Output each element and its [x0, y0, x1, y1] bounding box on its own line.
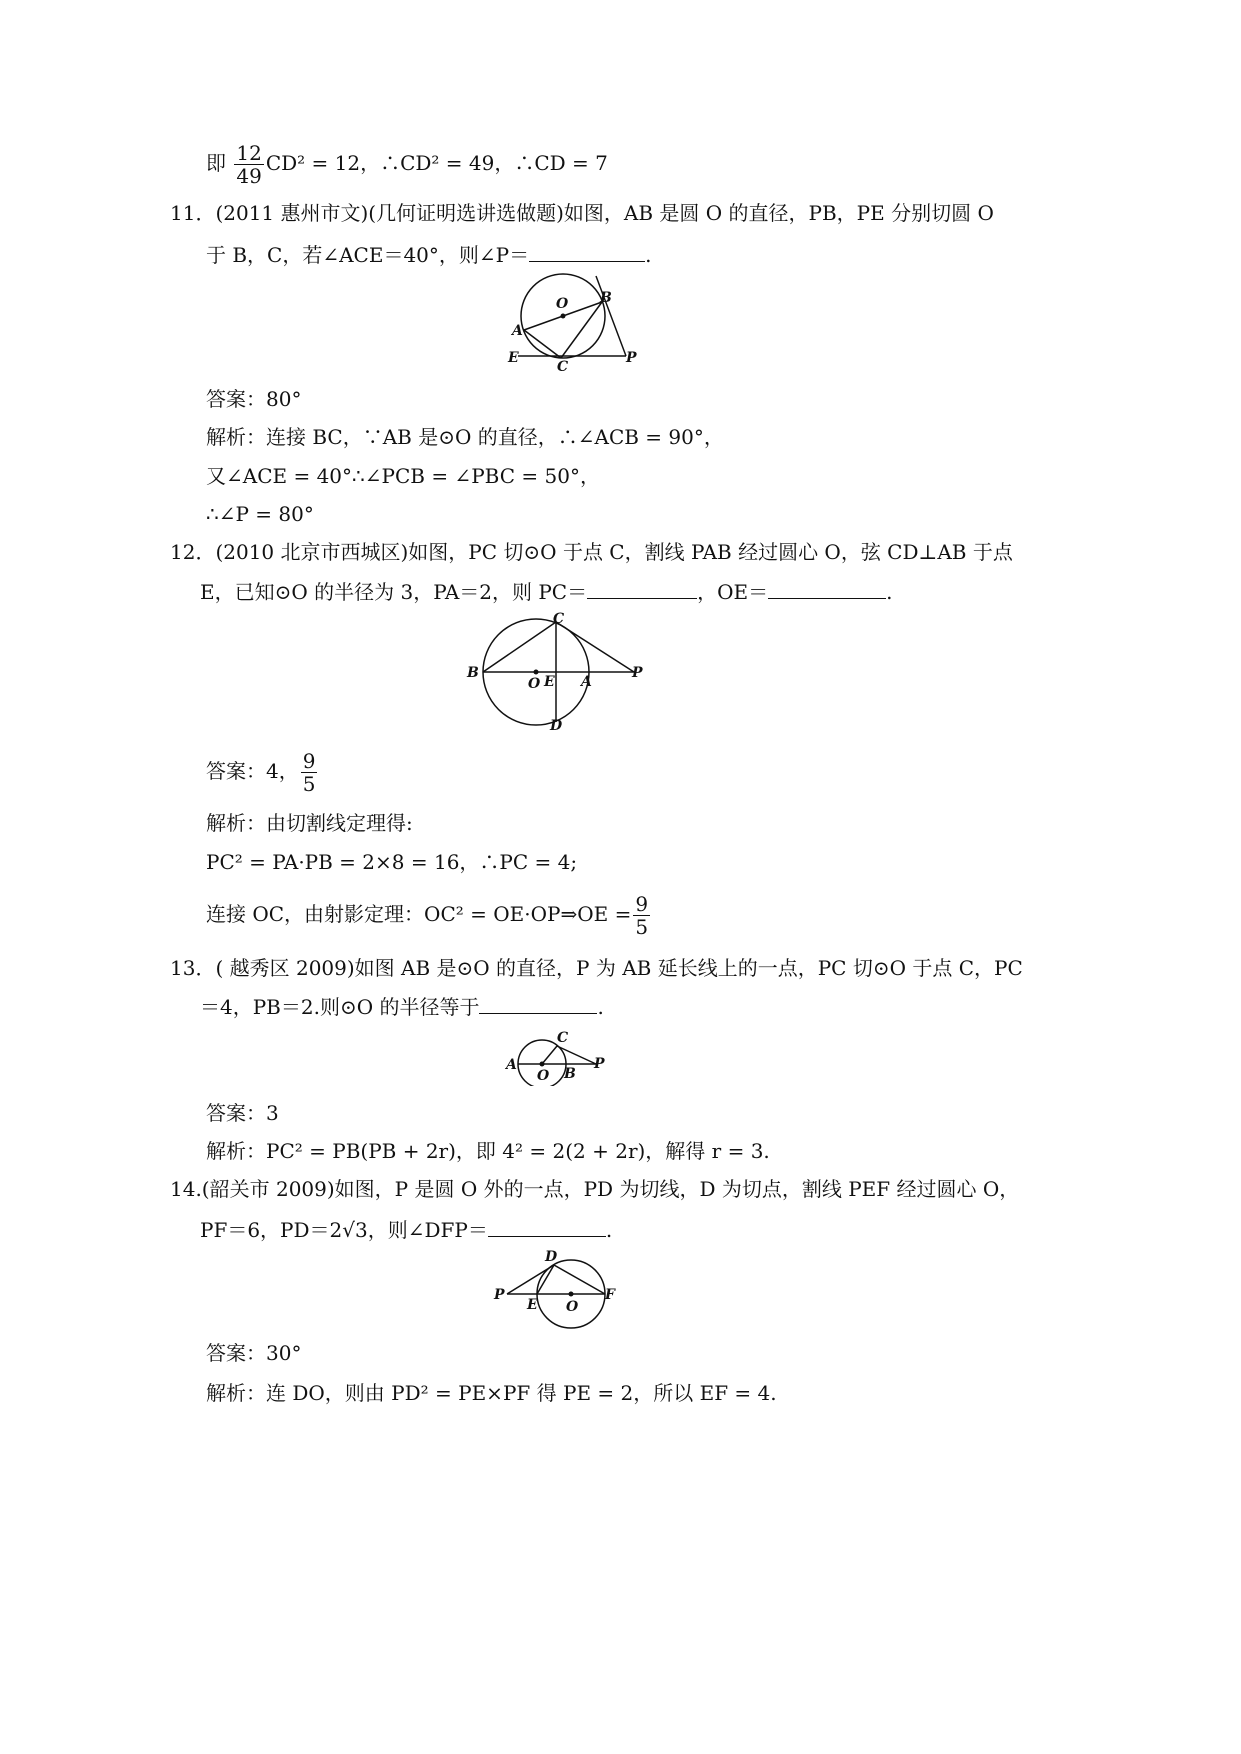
label-A: A: [512, 323, 523, 339]
answer-14: 答案：30°: [206, 1341, 302, 1365]
text: 答案：4，: [206, 759, 299, 783]
answer-13: 答案：3: [206, 1101, 279, 1125]
answer-blank: [488, 1216, 606, 1237]
fraction-denominator: 5: [635, 915, 649, 939]
text: .: [645, 243, 652, 267]
question-12-line2: [200, 578, 892, 605]
fraction-numerator: 9: [302, 749, 316, 773]
fraction: [301, 750, 318, 795]
figure-14: [485, 1245, 625, 1335]
label-B: B: [467, 665, 479, 681]
question-14-line1: 14.(韶关市 2009)如图，P 是圆 O 外的一点，PD 为切线，D 为切点，割线 PEF 经过圆心 O，: [170, 1177, 1020, 1201]
solution-11-line2: 又∠ACE = 40°∴∠PCB = ∠PBC = 50°，: [206, 464, 600, 488]
answer-blank: [587, 578, 697, 599]
text: ＝4，PB＝2.则⊙O 的半径等于: [200, 995, 480, 1019]
label-C: C: [557, 359, 569, 375]
question-14-line2: [200, 1216, 612, 1243]
label-P: P: [594, 1056, 605, 1072]
fraction: [633, 893, 650, 938]
text: 于 B，C，若∠ACE＝40°，则∠P＝: [206, 243, 530, 267]
label-A: A: [506, 1057, 517, 1073]
figure-11: [500, 270, 640, 380]
label-O: O: [528, 676, 541, 692]
label-C: C: [553, 611, 565, 627]
label-E: E: [544, 674, 555, 690]
label-P: P: [626, 350, 637, 366]
question-11-line1: 11．(2011 惠州市文)(几何证明选讲选做题)如图，AB 是圆 O 的直径，PB，PE 分别切圆 O: [170, 201, 994, 225]
fraction-numerator: 9: [635, 892, 649, 916]
label-B: B: [564, 1066, 576, 1082]
solution-14: 解析：连 DO，则由 PD² = PE×PF 得 PE = 2，所以 EF = 4.: [206, 1381, 777, 1405]
solution-11-line1: 解析：连接 BC，∵AB 是⊙O 的直径，∴∠ACB = 90°，: [206, 425, 724, 449]
text: .: [605, 1218, 613, 1242]
answer-11: 答案：80°: [206, 387, 302, 411]
fraction-denominator: 5: [302, 772, 316, 796]
text: E，已知⊙O 的半径为 3，PA＝2，则 PC＝: [200, 580, 588, 604]
label-D: D: [545, 1249, 558, 1265]
label-F: F: [605, 1287, 615, 1303]
label-B: B: [600, 290, 612, 306]
solution-12-line3: [206, 893, 652, 938]
figure-13: [500, 1026, 610, 1086]
fraction-denominator: 49: [236, 164, 262, 188]
label-O: O: [556, 296, 569, 312]
answer-blank: [768, 578, 886, 599]
question-12-line1: 12．(2010 北京市西城区)如图，PC 切⊙O 于点 C，割线 PAB 经过圆心 O，弦 CD⊥AB 于点: [170, 540, 1013, 564]
text: 即: [206, 151, 226, 175]
fraction-numerator: 12: [236, 141, 262, 165]
answer-blank: [529, 241, 645, 262]
label-O: O: [566, 1299, 579, 1315]
figure-12: [460, 610, 650, 735]
answer-blank: [479, 993, 597, 1014]
solution-12-line2: PC² = PA·PB = 2×8 = 16，∴PC = 4;: [206, 850, 578, 874]
question-13-line2: [200, 993, 604, 1020]
label-E: E: [508, 350, 519, 366]
solution-12-line1: 解析：由切割线定理得:: [206, 811, 413, 835]
text: PF＝6，PD＝2√3，则∠DFP＝: [200, 1218, 488, 1242]
fraction: [234, 142, 263, 187]
text: CD² = 12，∴CD² = 49，∴CD = 7: [265, 151, 608, 175]
label-E: E: [527, 1297, 538, 1313]
text: .: [886, 580, 893, 604]
label-A: A: [581, 674, 592, 690]
label-C: C: [557, 1030, 569, 1046]
question-11-line2: [206, 241, 651, 268]
text: 连接 OC，由射影定理：OC² = OE·OP⇒OE =: [206, 902, 632, 926]
solution-13: 解析：PC² = PB(PB + 2r)，即 4² = 2(2 + 2r)，解得 r = 3.: [206, 1139, 770, 1163]
label-D: D: [550, 718, 563, 734]
label-P: P: [632, 665, 643, 681]
label-P: P: [494, 1287, 505, 1303]
solution-line: [206, 142, 608, 187]
question-13-line1: 13．( 越秀区 2009)如图 AB 是⊙O 的直径，P 为 AB 延长线上的一点，PC 切⊙O 于点 C，PC: [170, 956, 1023, 980]
text: .: [597, 995, 604, 1019]
answer-12: [206, 750, 319, 795]
text: ，OE＝: [697, 580, 769, 604]
solution-11-line3: ∴∠P = 80°: [206, 502, 314, 526]
label-O: O: [537, 1068, 550, 1084]
